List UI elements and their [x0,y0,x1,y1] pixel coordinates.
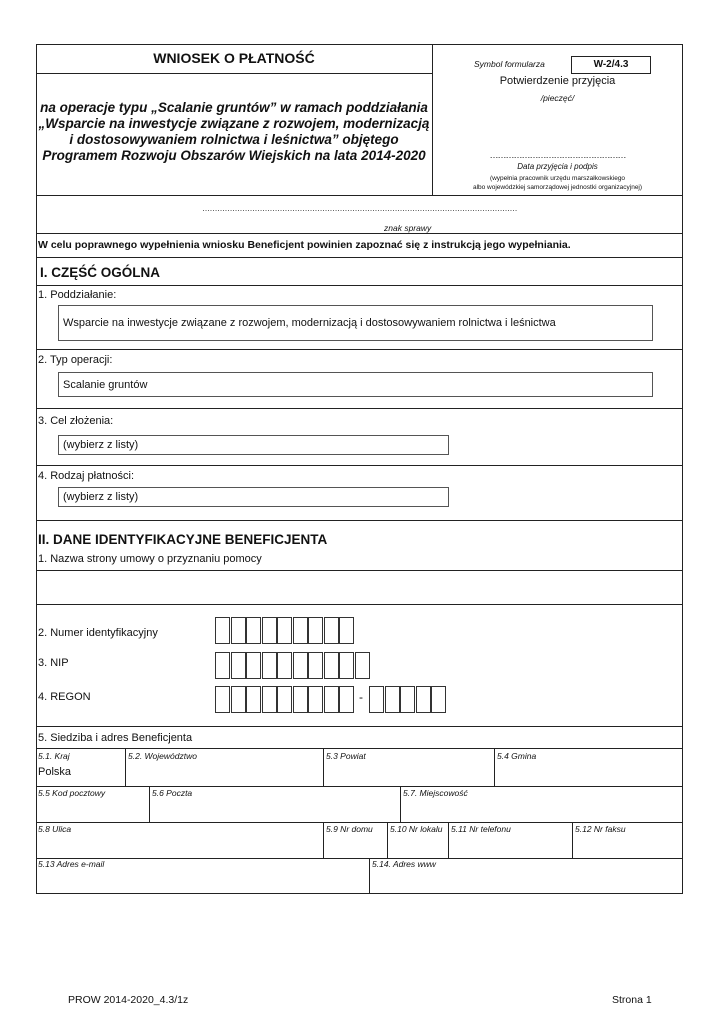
nip-label: 3. NIP [38,657,69,669]
date-dots: …………………………………………… [489,150,626,160]
digit-box[interactable] [385,686,400,713]
q3-line [36,465,683,466]
digit-box[interactable] [215,652,230,679]
subaction-label: 1. Poddziałanie: [38,289,117,301]
digit-box[interactable] [308,617,323,644]
header-divider [432,44,433,195]
email-label: 5.13 Adres e-mail [38,859,105,869]
digit-box[interactable] [400,686,415,713]
phone-label: 5.11 Nr telefonu [451,824,511,834]
digit-box[interactable] [231,652,246,679]
purpose-select[interactable]: (wybierz z listy) [58,435,449,455]
payment-type-select[interactable]: (wybierz z listy) [58,487,449,507]
digit-box[interactable] [215,686,230,713]
party-name-bottom-line [36,604,683,605]
date-note: (wypełnia pracownik urzędu marszałkowskiego albo wojewódzkiej samorządowej jednostki organizacyjnej) [472,175,643,191]
fax-label: 5.12 Nr faksu [575,824,626,834]
form-subtitle: na operacje typu „Scalanie gruntów” w ramach poddziałania „Wsparcie na inwestycje związane z rozwojem, modernizacją i dostosowywaniem rolnictwa i leśnictwa” objętego Programem Rozwoju Obszarów Wiejskich na lata 2014-2020 [38,100,430,163]
www-label: 5.14. Adres www [372,859,436,869]
addr-line-4 [36,858,683,859]
symbol-label: Symbol formularza [474,59,545,69]
addr-divider [400,786,401,822]
addr-divider [369,858,370,894]
symbol-value: W-2/4.3 [571,56,651,74]
addr-divider [572,822,573,858]
digit-box[interactable] [262,652,277,679]
digit-box[interactable] [339,686,354,713]
digit-box[interactable] [308,686,323,713]
operation-type-field[interactable]: Scalanie gruntów [58,372,653,397]
nip-field[interactable] [215,652,370,679]
header-bottom-line [36,195,683,196]
digit-box[interactable] [369,686,384,713]
digit-box[interactable] [308,652,323,679]
addr-divider [323,748,324,786]
party-name-label: 1. Nazwa strony umowy o przyznaniu pomocy [38,553,262,565]
subaction-field[interactable]: Wsparcie na inwestycje związane z rozwojem, modernizacją i dostosowywaniem rolnictwa i leśnictwa [58,305,653,341]
purpose-label: 3. Cel złożenia: [38,415,114,427]
addr-divider [149,786,150,822]
digit-box[interactable] [262,686,277,713]
digit-box[interactable] [431,686,446,713]
part1-line [36,285,683,286]
county-label: 5.3 Powiat [326,751,366,761]
digit-box[interactable] [215,617,230,644]
form-frame [36,44,683,894]
addr-line-3 [36,822,683,823]
digit-box[interactable] [246,686,261,713]
address-label: 5. Siedziba i adres Beneficjenta [38,732,193,744]
addr-line-1 [36,748,683,749]
footer-code: PROW 2014-2020_4.3/1z [68,994,189,1006]
q4-line [36,520,683,521]
digit-box[interactable] [339,652,354,679]
instruction-text: W celu poprawnego wypełnienia wniosku Beneficjent powinien zapoznać się z instrukcją jego wypełniania. [38,239,571,251]
title-underline [36,73,432,74]
country-field[interactable]: Polska [38,766,72,778]
case-line [36,233,683,234]
digit-box[interactable] [246,652,261,679]
digit-box[interactable] [262,617,277,644]
addr-divider [448,822,449,858]
flat-number-label: 5.10 Nr lokalu [390,824,443,834]
party-name-field[interactable] [37,571,682,603]
commune-label: 5.4 Gmina [497,751,537,761]
country-label: 5.1. Kraj [38,751,70,761]
regon-label: 4. REGON [38,691,91,703]
digit-box[interactable] [324,686,339,713]
house-number-label: 5.9 Nr domu [326,824,373,834]
confirmation-label: Potwierdzenie przyjęcia [499,75,616,87]
case-dots: ……………………………………………………………………………………………………………… [202,204,517,213]
addr-divider [125,748,126,786]
instruction-line [36,257,683,258]
stamp-label: /pieczęć/ [540,93,575,103]
digit-box[interactable] [231,686,246,713]
id-block-line [36,726,683,727]
digit-box[interactable] [277,652,292,679]
digit-box[interactable] [293,652,308,679]
page-number: Strona 1 [612,994,652,1006]
digit-box[interactable] [339,617,354,644]
postcode-label: 5.5 Kod pocztowy [38,788,106,798]
addr-divider [387,822,388,858]
id-number-field[interactable] [215,617,355,644]
digit-box[interactable] [277,617,292,644]
addr-divider [494,748,495,786]
payment-type-label: 4. Rodzaj płatności: [38,470,134,482]
post-office-label: 5.6 Poczta [152,788,193,798]
digit-box[interactable] [231,617,246,644]
digit-box[interactable] [293,617,308,644]
voivodeship-label: 5.2. Województwo [128,751,197,761]
street-label: 5.8 Ulica [38,824,72,834]
regon-field[interactable] [215,686,355,713]
id-number-label: 2. Numer identyfikacyjny [38,627,158,639]
locality-label: 5.7. Miejscowość [403,788,468,798]
digit-box[interactable] [246,617,261,644]
operation-type-label: 2. Typ operacji: [38,354,113,366]
digit-box[interactable] [416,686,431,713]
digit-box[interactable] [324,652,339,679]
regon-suffix-field[interactable] [369,686,444,713]
q2-line [36,408,683,409]
part1-heading: I. CZĘŚĆ OGÓLNA [40,265,161,280]
addr-divider [323,822,324,858]
part2-heading: II. DANE IDENTYFIKACYJNE BENEFICJENTA [38,532,328,547]
case-label: znak sprawy [384,223,432,233]
addr-line-2 [36,786,683,787]
digit-box[interactable] [293,686,308,713]
digit-box[interactable] [324,617,339,644]
regon-dash: - [359,690,363,704]
q1-line [36,349,683,350]
digit-box[interactable] [355,652,370,679]
form-title: WNIOSEK O PŁATNOŚĆ [153,50,315,66]
digit-box[interactable] [277,686,292,713]
date-label: Data przyjęcia i podpis [517,162,598,171]
